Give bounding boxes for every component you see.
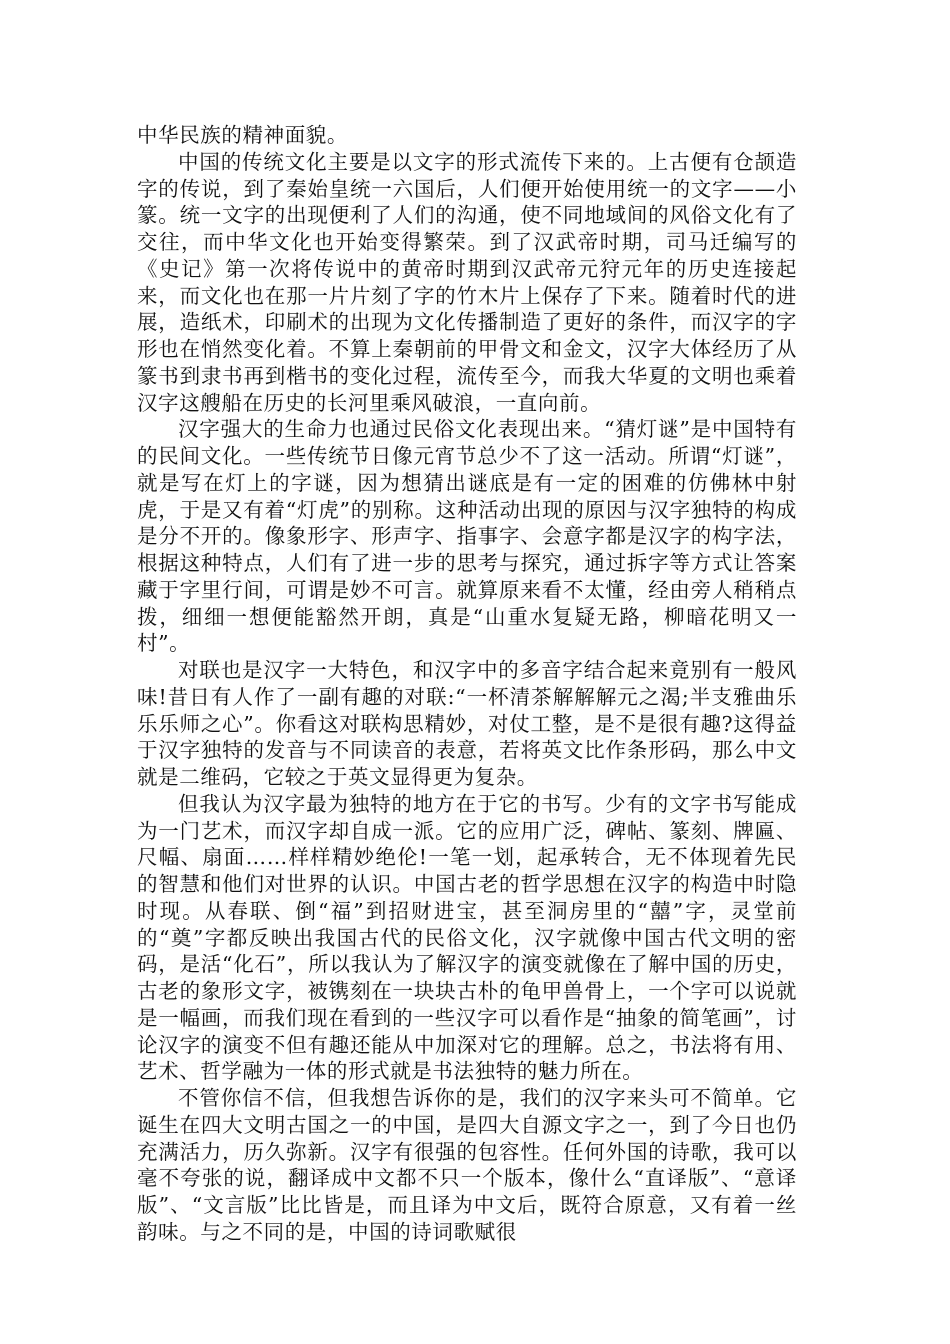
paragraph-4: 对联也是汉字一大特色，和汉字中的多音字结合起来竟别有一般风味!昔日有人作了一副有趣的对联:“一杯清茶解解解元之渴;半支雅曲乐乐乐师之心”。你看这对联构思精妙，对仗工整，是不是很有趣?这得益于汉字独特的发音与不同读音的表意，若将英文比作条形码，那么中文就是二维码，它较之于英文显得更为复杂。 bbox=[137, 658, 797, 789]
paragraph-5: 但我认为汉字最为独特的地方在于它的书写。少有的文字书写能成为一门艺术，而汉字却自成一派。它的应用广泛，碑帖、篆刻、牌匾、尺幅、扇面……样样精妙绝伦!一笔一划，起承转合，无不体现着先民的智慧和他们对世界的认识。中国古老的哲学思想在汉字的构造中时隐时现。从春联、倒“福”到招财进宝，甚至洞房里的“囍”字，灵堂前的“奠”字都反映出我国古代的民俗文化，汉字就像中国古代文明的密码，是活“化石”，所以我认为了解汉字的演变就像在了解中国的历史，古老的象形文字，被镌刻在一块块古朴的龟甲兽骨上，一个字可以说就是一幅画，而我们现在看到的一些汉字可以看作是“抽象的简笔画”，讨论汉字的演变不但有趣还能从中加深对它的理解。总之，书法将有用、艺术、哲学融为一体的形式就是书法独特的魅力所在。 bbox=[137, 791, 797, 1084]
document-body bbox=[137, 122, 797, 1246]
paragraph-1: 中华民族的精神面貌。 bbox=[137, 123, 348, 147]
paragraph-3: 汉字强大的生命力也通过民俗文化表现出来。“猜灯谜”是中国特有的民间文化。一些传统节日像元宵节总少不了这一活动。所谓“灯谜”，就是写在灯上的字谜，因为想猜出谜底是有一定的困难的仿佛林中射虎，于是又有着“灯虎”的别称。这种活动出现的原因与汉字独特的构成是分不开的。像象形字、形声字、指事字、会意字都是汉字的构字法，根据这种特点，人们有了进一步的思考与探究，通过拆字等方式让答案藏于字里行间，可谓是妙不可言。就算原来看不太懂，经由旁人稍稍点拨，细细一想便能豁然开朗，真是“山重水复疑无路，柳暗花明又一村”。 bbox=[137, 417, 797, 656]
paragraph-6: 不管你信不信，但我想告诉你的是，我们的汉字来头可不简单。它诞生在四大文明古国之一的中国，是四大自源文字之一，到了今日也仍充满活力，历久弥新。汉字有很强的包容性。任何外国的诗歌，我可以毫不夸张的说，翻译成中文都不只一个版本，像什么“直译版”、“意译版”、“文言版”比比皆是，而且译为中文后，既符合原意，又有着一丝韵味。与之不同的是，中国的诗词歌赋很 bbox=[137, 1086, 797, 1244]
paragraph-2: 中国的传统文化主要是以文字的形式流传下来的。上古便有仓颉造字的传说，到了秦始皇统一六国后，人们便开始使用统一的文字——小篆。统一文字的出现便利了人们的沟通，使不同地域间的风俗文化有了交往，而中华文化也开始变得繁荣。到了汉武帝时期，司马迁编写的《史记》第一次将传说中的黄帝时期到汉武帝元狩元年的历史连接起来，而文化也在那一片片刻了字的竹木片上保存了下来。随着时代的进展，造纸术，印刷术的出现为文化传播制造了更好的条件，而汉字的字形也在悄然变化着。不算上秦朝前的甲骨文和金文，汉字大体经历了从篆书到隶书再到楷书的变化过程，流传至今，而我大华夏的文明也乘着汉字这艘船在历史的长河里乘风破浪，一直向前。 bbox=[137, 149, 797, 415]
